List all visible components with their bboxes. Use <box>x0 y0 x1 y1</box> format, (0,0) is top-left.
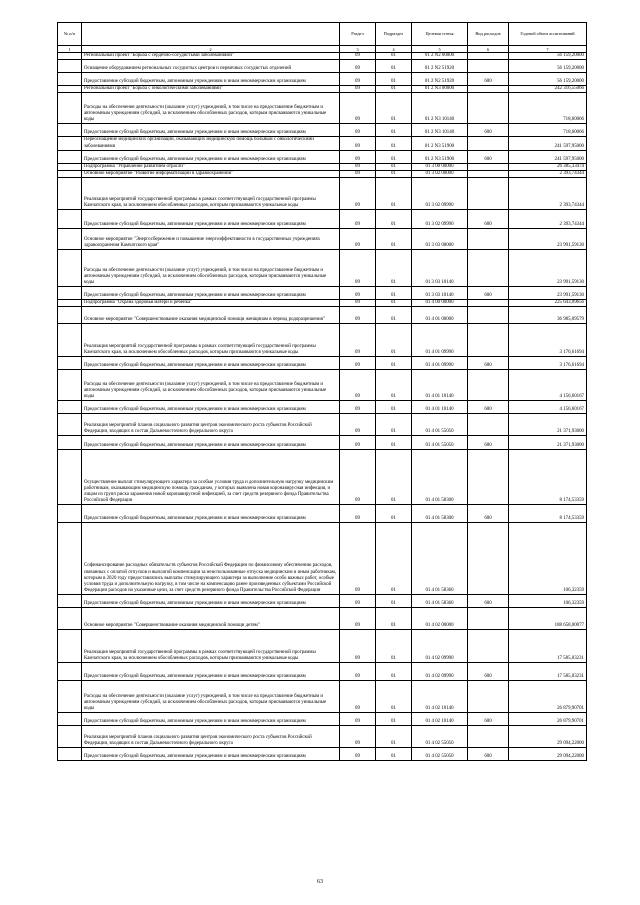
name-number-cell <box>58 414 82 436</box>
row-amount-cell: 26 385,33474 <box>509 163 587 170</box>
table-row <box>58 436 587 450</box>
row-expense-type-cell: 600 <box>468 713 509 726</box>
row-razdel-cell: 09 <box>340 436 376 450</box>
row-target-article-cell: 01 4 01 58360 <box>412 523 468 595</box>
row-podrazdel-cell: 01 <box>376 726 412 748</box>
row-target-article-cell: 01 4 02 55050 <box>412 726 468 748</box>
row-razdel-cell: 09 <box>340 357 376 370</box>
row-target-article-cell: 01 4 01 10140 <box>412 370 468 401</box>
row-razdel-cell: 09 <box>340 713 376 726</box>
row-expense-type-cell <box>468 137 509 150</box>
row-razdel-cell: 09 <box>340 210 376 229</box>
row-podrazdel-cell: 01 <box>376 137 412 150</box>
name-number-cell <box>58 630 82 663</box>
row-name-cell: Расходы на обеспечение деятельности (оказание услуг) учреждений, в том числе на предоставление бюджетным и автономным учреждениям субсидий, за исключением обособленных расходов, которым присваиваются уникальные коды <box>82 370 340 401</box>
row-expense-type-cell <box>468 324 509 357</box>
row-razdel-cell: 09 <box>340 250 376 287</box>
row-name-cell: Предоставление субсидий бюджетным, автономным учреждениям и иным некоммерческим организациям <box>82 748 340 761</box>
row-amount-cell: 225 643,09656 <box>509 300 587 307</box>
row-razdel-cell: 09 <box>340 163 376 170</box>
row-expense-type-cell: 600 <box>468 748 509 761</box>
row-amount-cell: 718,60066 <box>509 93 587 124</box>
name-number-cell <box>58 178 82 210</box>
row-target-article-cell: 01 4 01 00000 <box>412 307 468 324</box>
row-target-article-cell: 01 2 N2 51920 <box>412 60 468 73</box>
row-podrazdel-cell: 01 <box>376 748 412 761</box>
row-target-article-cell: 01 4 01 09990 <box>412 324 468 357</box>
table-row <box>58 171 587 178</box>
row-razdel-cell: 09 <box>340 595 376 608</box>
name-number-cell <box>58 370 82 401</box>
table-row <box>58 630 587 663</box>
row-podrazdel-cell: 01 <box>376 287 412 300</box>
row-amount-cell: 241 597,95000 <box>509 137 587 150</box>
row-amount-cell: 26 879,90701 <box>509 681 587 713</box>
row-name-cell: Софинансирование расходных обязательств субъектов Российской Федерации по финансовому обеспечению расходов, связанных с оплатой отпусков и выплатой компенсации за неиспользованные отпуска медицинским и иным работникам, которым в 2020 году предоставлялись выплаты стимулирующего характера за выполнение особо важных работ, особые условия труда и дополнительную нагрузку, в том числе на компенсацию ранее произведенных субъектами Российской Федерации расходов на указанные цели, за счет средств резервного фонда Правительства Российской Федерации <box>82 523 340 595</box>
row-amount-cell: 23 991,59130 <box>509 229 587 250</box>
row-name-cell: Подпрограмма "Управление развитием отрасли" <box>82 163 340 170</box>
name-number-cell <box>58 229 82 250</box>
column-number: 1 <box>58 46 82 53</box>
page-number: 63 <box>317 879 323 885</box>
name-number-cell <box>58 595 82 608</box>
row-expense-type-cell: 600 <box>468 663 509 681</box>
row-razdel-cell: 09 <box>340 73 376 86</box>
name-number-cell <box>58 60 82 73</box>
row-amount-cell: 106,32359 <box>509 523 587 595</box>
row-expense-type-cell <box>468 93 509 124</box>
row-podrazdel-cell: 01 <box>376 300 412 307</box>
row-amount-cell: 8 174,53359 <box>509 450 587 505</box>
row-podrazdel-cell: 01 <box>376 630 412 663</box>
row-target-article-cell: 01 4 01 58300 <box>412 450 468 505</box>
row-name-cell: Региональный проект "Борьба с сердечно-сосудистыми заболеваниями" <box>82 53 340 60</box>
row-target-article-cell: 01 4 01 10140 <box>412 401 468 414</box>
row-target-article-cell: 01 4 02 09990 <box>412 663 468 681</box>
name-number-cell <box>58 663 82 681</box>
row-target-article-cell: 01 3 00 00000 <box>412 163 468 170</box>
name-number-cell <box>58 713 82 726</box>
column-number: 2 <box>82 46 340 53</box>
row-expense-type-cell: 600 <box>468 150 509 163</box>
row-razdel-cell: 09 <box>340 726 376 748</box>
row-target-article-cell: 01 4 00 00000 <box>412 300 468 307</box>
table-row <box>58 86 587 93</box>
table-row <box>58 250 587 287</box>
row-expense-type-cell <box>468 450 509 505</box>
column-number: 4 <box>376 46 412 53</box>
header-expense-type: Вид расходов <box>468 23 509 46</box>
row-razdel-cell: 09 <box>340 150 376 163</box>
budget-table <box>57 22 587 761</box>
row-razdel-cell: 09 <box>340 324 376 357</box>
row-target-article-cell: 01 2 N3 51900 <box>412 137 468 150</box>
table-row <box>58 414 587 436</box>
row-expense-type-cell: 600 <box>468 287 509 300</box>
row-amount-cell: 242 316,55066 <box>509 86 587 93</box>
table-row <box>58 178 587 210</box>
table-row <box>58 124 587 137</box>
row-podrazdel-cell: 01 <box>376 60 412 73</box>
name-number-cell <box>58 324 82 357</box>
row-podrazdel-cell: 01 <box>376 150 412 163</box>
name-number-cell <box>58 124 82 137</box>
row-amount-cell: 56 159,20000 <box>509 53 587 60</box>
table-row <box>58 324 587 357</box>
table-row <box>58 713 587 726</box>
row-razdel-cell: 09 <box>340 171 376 178</box>
row-expense-type-cell: 600 <box>468 124 509 137</box>
row-podrazdel-cell: 01 <box>376 229 412 250</box>
row-podrazdel-cell: 01 <box>376 401 412 414</box>
row-target-article-cell: 01 3 03 00000 <box>412 229 468 250</box>
row-razdel-cell: 09 <box>340 307 376 324</box>
row-name-cell: Реализация мероприятий государственной программы в рамках соответствующей государственной программы Камчатского края, за исключением обособленных расходов, которым присваиваются уникальные коды <box>82 324 340 357</box>
header-target-article: Целевая статья <box>412 23 468 46</box>
column-number: 7 <box>509 46 587 53</box>
row-name-cell: Реализация мероприятий государственной программы в рамках соответствующей государственной программы Камчатского края, за исключением обособленных расходов, которым присваиваются уникальные коды <box>82 630 340 663</box>
row-target-article-cell: 01 2 N3 51900 <box>412 150 468 163</box>
row-expense-type-cell: 600 <box>468 595 509 608</box>
name-number-cell <box>58 86 82 93</box>
row-name-cell: Предоставление субсидий бюджетным, автономным учреждениям и иным некоммерческим организациям <box>82 357 340 370</box>
row-name-cell: Предоставление субсидий бюджетным, автономным учреждениям и иным некоммерческим организациям <box>82 505 340 523</box>
row-amount-cell: 718,60066 <box>509 124 587 137</box>
row-amount-cell: 241 597,95000 <box>509 150 587 163</box>
row-razdel-cell: 09 <box>340 748 376 761</box>
row-amount-cell: 2 393,74344 <box>509 171 587 178</box>
row-razdel-cell: 09 <box>340 60 376 73</box>
row-amount-cell: 26 879,90701 <box>509 713 587 726</box>
row-target-article-cell: 01 4 01 55050 <box>412 436 468 450</box>
row-podrazdel-cell: 01 <box>376 171 412 178</box>
row-podrazdel-cell: 01 <box>376 450 412 505</box>
header-annual-amount: Годовой объем ассигнований <box>509 23 587 46</box>
table-row <box>58 401 587 414</box>
table-row <box>58 60 587 73</box>
row-amount-cell: 56 159,20000 <box>509 60 587 73</box>
row-podrazdel-cell: 01 <box>376 307 412 324</box>
row-razdel-cell: 09 <box>340 663 376 681</box>
row-amount-cell: 3 176,61694 <box>509 357 587 370</box>
row-expense-type-cell <box>468 229 509 250</box>
table-row <box>58 150 587 163</box>
row-name-cell: Расходы на обеспечение деятельности (оказание услуг) учреждений, в том числе на предоставление бюджетным и автономным учреждениям субсидий, за исключением обособленных расходов, которым присваиваются уникальные коды <box>82 93 340 124</box>
row-amount-cell: 21 371,93000 <box>509 436 587 450</box>
row-razdel-cell: 09 <box>340 523 376 595</box>
row-podrazdel-cell: 01 <box>376 86 412 93</box>
row-name-cell: Расходы на обеспечение деятельности (оказание услуг) учреждений, в том числе на предоставление бюджетным и автономным учреждениям субсидий, за исключением обособленных расходов, которым присваиваются уникальные коды <box>82 681 340 713</box>
name-number-cell <box>58 307 82 324</box>
row-razdel-cell: 09 <box>340 450 376 505</box>
row-target-article-cell: 01 4 02 55050 <box>412 748 468 761</box>
row-expense-type-cell <box>468 53 509 60</box>
name-number-cell <box>58 450 82 505</box>
row-target-article-cell: 01 4 02 10140 <box>412 713 468 726</box>
row-podrazdel-cell: 01 <box>376 370 412 401</box>
table-row <box>58 287 587 300</box>
row-name-cell: Предоставление субсидий бюджетным, автономным учреждениям и иным некоммерческим организациям <box>82 73 340 86</box>
row-amount-cell: 8 174,53359 <box>509 505 587 523</box>
row-name-cell: Предоставление субсидий бюджетным, автономным учреждениям и иным некоммерческим организациям <box>82 401 340 414</box>
row-razdel-cell: 09 <box>340 137 376 150</box>
name-number-cell <box>58 250 82 287</box>
row-name-cell: Предоставление субсидий бюджетным, автономным учреждениям и иным некоммерческим организациям <box>82 210 340 229</box>
row-podrazdel-cell: 01 <box>376 436 412 450</box>
row-amount-cell: 56 159,20000 <box>509 73 587 86</box>
name-number-cell <box>58 150 82 163</box>
row-name-cell: Осуществление выплат стимулирующего характера за особые условия труда и дополнительную нагрузку медицинским работникам, оказывающим медицинскую помощь гражданам, у которых выявлена новая коронавирусная инфекция, и лицам из групп риска заражения новой коронавирусной инфекцией, за счет средств резервного фонда Правительства Российской Федерации <box>82 450 340 505</box>
header-number: № п/п <box>58 23 82 46</box>
row-podrazdel-cell: 01 <box>376 663 412 681</box>
row-razdel-cell: 09 <box>340 300 376 307</box>
row-podrazdel-cell: 01 <box>376 414 412 436</box>
row-podrazdel-cell: 01 <box>376 93 412 124</box>
row-expense-type-cell <box>468 370 509 401</box>
row-razdel-cell: 09 <box>340 124 376 137</box>
row-name-cell: Основное мероприятие "Развитие информатизации в здравоохранении" <box>82 171 340 178</box>
row-expense-type-cell <box>468 608 509 630</box>
row-name-cell: Предоставление субсидий бюджетным, автономным учреждениям и иным некоммерческим организациям <box>82 150 340 163</box>
row-target-article-cell: 01 4 02 09990 <box>412 630 468 663</box>
row-target-article-cell: 01 2 N2 51920 <box>412 73 468 86</box>
header-razdel: Раздел <box>340 23 376 46</box>
table-row <box>58 450 587 505</box>
name-number-cell <box>58 73 82 86</box>
column-number: 5 <box>412 46 468 53</box>
row-razdel-cell: 09 <box>340 178 376 210</box>
row-name-cell: Реализация мероприятий государственной программы в рамках соответствующей государственной программы Камчатского края, за исключением обособленных расходов, которым присваиваются уникальные коды <box>82 178 340 210</box>
column-number-row <box>58 46 587 53</box>
row-expense-type-cell: 600 <box>468 73 509 86</box>
name-number-cell <box>58 163 82 170</box>
name-number-cell <box>58 300 82 307</box>
row-expense-type-cell <box>468 86 509 93</box>
row-target-article-cell: 01 4 01 09990 <box>412 357 468 370</box>
table-row <box>58 663 587 681</box>
table-row <box>58 726 587 748</box>
row-target-article-cell: 01 2 N2 00000 <box>412 53 468 60</box>
row-name-cell: Региональный проект "Борьба с онкологическими заболеваниями" <box>82 86 340 93</box>
row-expense-type-cell <box>468 178 509 210</box>
row-amount-cell: 2 393,74344 <box>509 178 587 210</box>
table-row <box>58 505 587 523</box>
row-expense-type-cell <box>468 523 509 595</box>
row-podrazdel-cell: 01 <box>376 73 412 86</box>
table-row <box>58 608 587 630</box>
name-number-cell <box>58 505 82 523</box>
row-name-cell: Предоставление субсидий бюджетным, автономным учреждениям и иным некоммерческим организациям <box>82 124 340 137</box>
row-razdel-cell: 09 <box>340 229 376 250</box>
table-row <box>58 137 587 150</box>
row-podrazdel-cell: 01 <box>376 210 412 229</box>
name-number-cell <box>58 137 82 150</box>
table-row <box>58 681 587 713</box>
row-amount-cell: 29 094,22000 <box>509 726 587 748</box>
row-amount-cell: 23 991,59130 <box>509 250 587 287</box>
row-amount-cell: 106,32359 <box>509 595 587 608</box>
row-name-cell: Подпрограмма "Охрана здоровья матери и ребенка" <box>82 300 340 307</box>
name-number-cell <box>58 748 82 761</box>
column-number: 6 <box>468 46 509 53</box>
row-amount-cell: 188 658,00077 <box>509 608 587 630</box>
row-amount-cell: 4 156,60167 <box>509 401 587 414</box>
name-number-cell <box>58 357 82 370</box>
table-row <box>58 210 587 229</box>
header-row <box>58 23 587 46</box>
table-row <box>58 229 587 250</box>
table-row <box>58 53 587 60</box>
row-razdel-cell: 09 <box>340 608 376 630</box>
row-amount-cell: 4 156,60167 <box>509 370 587 401</box>
row-razdel-cell: 09 <box>340 370 376 401</box>
row-podrazdel-cell: 01 <box>376 163 412 170</box>
row-expense-type-cell: 600 <box>468 357 509 370</box>
row-expense-type-cell <box>468 726 509 748</box>
row-podrazdel-cell: 01 <box>376 53 412 60</box>
row-amount-cell: 17 585,03231 <box>509 663 587 681</box>
table-row <box>58 93 587 124</box>
row-target-article-cell: 01 2 N3 00000 <box>412 86 468 93</box>
row-razdel-cell: 09 <box>340 53 376 60</box>
name-number-cell <box>58 53 82 60</box>
header-name <box>82 23 340 46</box>
row-expense-type-cell <box>468 300 509 307</box>
row-name-cell: Переоснащение медицинских организаций, оказывающих медицинскую помощь больным с онкологическими заболеваниями <box>82 137 340 150</box>
row-podrazdel-cell: 01 <box>376 178 412 210</box>
row-name-cell: Основное мероприятие "Энергосбережение и повышение энергоэффективности в государственных учреждениях здравоохранения Камчатского края" <box>82 229 340 250</box>
row-expense-type-cell <box>468 163 509 170</box>
row-podrazdel-cell: 01 <box>376 505 412 523</box>
row-expense-type-cell <box>468 414 509 436</box>
row-target-article-cell: 01 4 01 58360 <box>412 595 468 608</box>
row-expense-type-cell <box>468 681 509 713</box>
row-amount-cell: 3 176,61694 <box>509 324 587 357</box>
row-target-article-cell: 01 3 03 10140 <box>412 250 468 287</box>
row-expense-type-cell <box>468 60 509 73</box>
name-number-cell <box>58 608 82 630</box>
row-expense-type-cell: 600 <box>468 436 509 450</box>
row-expense-type-cell: 600 <box>468 210 509 229</box>
row-amount-cell: 29 094,22000 <box>509 748 587 761</box>
row-expense-type-cell: 600 <box>468 401 509 414</box>
table-row <box>58 370 587 401</box>
row-podrazdel-cell: 01 <box>376 124 412 137</box>
row-expense-type-cell: 600 <box>468 505 509 523</box>
row-podrazdel-cell: 01 <box>376 324 412 357</box>
name-number-cell <box>58 681 82 713</box>
table-row <box>58 595 587 608</box>
row-name-cell: Реализация мероприятий планов социального развития центров экономического роста субъектов Российской Федерации, входящих в состав Дальневосточного федерального округа <box>82 414 340 436</box>
row-razdel-cell: 09 <box>340 505 376 523</box>
row-target-article-cell: 01 3 03 10140 <box>412 287 468 300</box>
name-number-cell <box>58 210 82 229</box>
row-name-cell: Предоставление субсидий бюджетным, автономным учреждениям и иным некоммерческим организациям <box>82 663 340 681</box>
row-podrazdel-cell: 01 <box>376 608 412 630</box>
name-number-cell <box>58 287 82 300</box>
row-razdel-cell: 09 <box>340 401 376 414</box>
header-podrazdel: Подраздел <box>376 23 412 46</box>
row-podrazdel-cell: 01 <box>376 713 412 726</box>
row-amount-cell: 21 371,93000 <box>509 414 587 436</box>
table-row <box>58 163 587 170</box>
budget-table-sheet <box>57 22 586 761</box>
row-name-cell: Предоставление субсидий бюджетным, автономным учреждениям и иным некоммерческим организациям <box>82 595 340 608</box>
table-row <box>58 300 587 307</box>
row-podrazdel-cell: 01 <box>376 681 412 713</box>
row-razdel-cell: 09 <box>340 86 376 93</box>
table-row <box>58 307 587 324</box>
row-podrazdel-cell: 01 <box>376 357 412 370</box>
row-razdel-cell: 09 <box>340 681 376 713</box>
row-name-cell: Реализация мероприятий планов социального развития центров экономического роста субъектов Российской Федерации, входящих в состав Дальневосточного федерального округа <box>82 726 340 748</box>
row-target-article-cell: 01 4 01 55050 <box>412 414 468 436</box>
row-target-article-cell: 01 3 02 00000 <box>412 171 468 178</box>
row-target-article-cell: 01 4 02 10140 <box>412 681 468 713</box>
table-row <box>58 357 587 370</box>
row-podrazdel-cell: 01 <box>376 250 412 287</box>
row-expense-type-cell <box>468 307 509 324</box>
row-podrazdel-cell: 01 <box>376 595 412 608</box>
table-row <box>58 73 587 86</box>
row-target-article-cell: 01 4 02 00000 <box>412 608 468 630</box>
row-target-article-cell: 01 2 N3 10140 <box>412 124 468 137</box>
table-row <box>58 748 587 761</box>
row-name-cell: Расходы на обеспечение деятельности (оказание услуг) учреждений, в том числе на предоставление бюджетным и автономным учреждениям субсидий, за исключением обособленных расходов, которым присваиваются уникальные коды <box>82 250 340 287</box>
row-target-article-cell: 01 3 02 09990 <box>412 178 468 210</box>
row-name-cell: Оснащение оборудованием региональных сосудистых центров и первичных сосудистых отделений <box>82 60 340 73</box>
name-number-cell <box>58 436 82 450</box>
name-number-cell <box>58 401 82 414</box>
row-target-article-cell: 01 2 N3 10140 <box>412 93 468 124</box>
row-amount-cell: 36 985,09579 <box>509 307 587 324</box>
row-podrazdel-cell: 01 <box>376 523 412 595</box>
row-amount-cell: 17 585,03231 <box>509 630 587 663</box>
row-razdel-cell: 09 <box>340 287 376 300</box>
row-target-article-cell: 01 3 02 09990 <box>412 210 468 229</box>
row-name-cell: Предоставление субсидий бюджетным, автономным учреждениям и иным некоммерческим организациям <box>82 436 340 450</box>
row-razdel-cell: 09 <box>340 93 376 124</box>
row-name-cell: Предоставление субсидий бюджетным, автономным учреждениям и иным некоммерческим организациям <box>82 287 340 300</box>
name-number-cell <box>58 523 82 595</box>
row-razdel-cell: 09 <box>340 414 376 436</box>
row-razdel-cell: 09 <box>340 630 376 663</box>
table-body <box>58 53 587 761</box>
name-number-cell <box>58 93 82 124</box>
column-number: 3 <box>340 46 376 53</box>
row-expense-type-cell <box>468 630 509 663</box>
table-row <box>58 523 587 595</box>
row-expense-type-cell <box>468 171 509 178</box>
name-number-cell <box>58 726 82 748</box>
row-amount-cell: 2 393,74344 <box>509 210 587 229</box>
row-name-cell: Основное мероприятие "Совершенствование оказания медицинской помощи детям" <box>82 608 340 630</box>
row-name-cell: Основное мероприятие "Совершенствование оказания медицинской помощи женщинам в период родоразрешения" <box>82 307 340 324</box>
row-expense-type-cell <box>468 250 509 287</box>
name-number-cell <box>58 171 82 178</box>
row-target-article-cell: 01 4 01 58300 <box>412 505 468 523</box>
row-name-cell: Предоставление субсидий бюджетным, автономным учреждениям и иным некоммерческим организациям <box>82 713 340 726</box>
row-amount-cell: 23 991,59130 <box>509 287 587 300</box>
